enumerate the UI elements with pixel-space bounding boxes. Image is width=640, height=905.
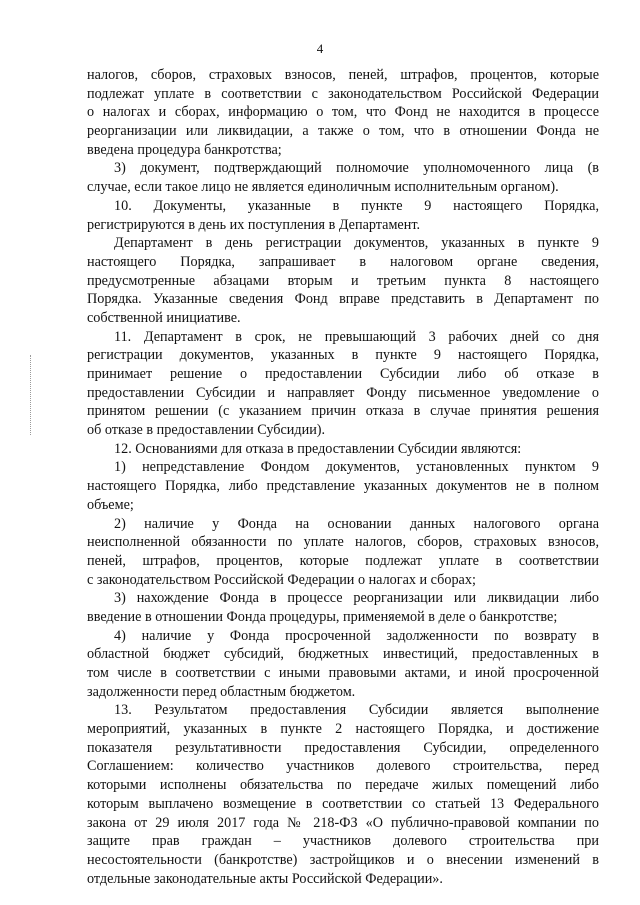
text-line: собственной инициативе. bbox=[87, 309, 241, 326]
text-line: закона от 29 июля 2017 года № 218-ФЗ «О публично-правовой компании по bbox=[87, 814, 599, 831]
text-line: пеней, штрафов, процентов, которые подлежат уплате в соответствии bbox=[87, 552, 599, 569]
document-body bbox=[87, 66, 599, 888]
text-line: неисполненной обязанности по уплате налогов, сборов, страховых взносов, bbox=[87, 534, 599, 551]
text-line: регистрируются в день их поступления в Департамент. bbox=[87, 216, 420, 233]
text-line: Департамент в день регистрации документов, указанных в пункте 9 bbox=[114, 235, 599, 252]
text-line: налогов, сборов, страховых взносов, пеней, штрафов, процентов, которые bbox=[87, 67, 599, 83]
text-line: 13. Результатом предоставления Субсидии является выполнение bbox=[114, 702, 599, 719]
text-line: задолженности перед областным бюджетом. bbox=[87, 683, 356, 700]
text-line: настоящего Порядка, либо представление указанных документов не в полном bbox=[87, 478, 599, 495]
text-line: предоставлении Субсидии и направляет Фонду письменное уведомление о bbox=[87, 384, 599, 401]
text-line: 2) наличие у Фонда на основании данных налогового органа bbox=[114, 515, 599, 532]
text-line: 11. Департамент в срок, не превышающий 3 рабочих дней со дня bbox=[114, 328, 599, 345]
text-line: защите прав граждан – участников долевого строительства при bbox=[87, 833, 599, 850]
text-line: об отказе в предоставлении Субсидии). bbox=[87, 422, 326, 439]
text-line: с законодательством Российской Федерации о налогах и сборах; bbox=[87, 571, 476, 588]
text-line: о налогах и сборах, информацию о том, что Фонд не находится в процессе bbox=[87, 104, 599, 121]
text-line: мероприятий, указанных в пункте 2 настоящего Порядка, и достижение bbox=[87, 721, 599, 738]
text-line: которым выплачено возмещение в соответствии со статьей 13 Федерального bbox=[87, 795, 599, 812]
text-line: которыми исполнены обязательства по передаче жилых помещений либо bbox=[87, 777, 599, 794]
margin-scan-mark bbox=[30, 355, 32, 435]
text-line: принимает решение о предоставлении Субсидии либо об отказе в bbox=[87, 366, 599, 382]
text-line: регистрации документов, указанных в пункте 9 настоящего Порядка, bbox=[87, 347, 599, 364]
text-line: показателя результативности предоставления Субсидии, определенного bbox=[87, 739, 599, 756]
text-line: 1) непредставление Фондом документов, установленных пунктом 9 bbox=[114, 459, 599, 476]
text-line: введение в отношении Фонда процедуры, применяемой в деле о банкротстве; bbox=[87, 608, 558, 625]
text-line: предусмотренные абзацами вторым и третьим пункта 8 настоящего bbox=[87, 272, 599, 289]
text-line: реорганизации или ликвидации, а также о том, что в отношении Фонда не bbox=[87, 123, 599, 140]
text-line: Соглашением: количество участников долевого строительства, перед bbox=[87, 758, 599, 775]
text-line: отдельные законодательные акты Российской Федерации». bbox=[87, 870, 443, 887]
text-line: настоящего Порядка, запрашивает в налоговом органе сведения, bbox=[87, 253, 599, 270]
text-line: подлежат уплате в соответствии с законодательством Российской Федерации bbox=[87, 85, 599, 102]
text-line: случае, если такое лицо не является единоличным исполнительным органом). bbox=[87, 179, 559, 196]
text-line: 4) наличие у Фонда просроченной задолженности по возврату в bbox=[114, 627, 599, 644]
text-line: введена процедура банкротства; bbox=[87, 141, 282, 158]
text-line: 3) нахождение Фонда в процессе реорганизации или ликвидации либо bbox=[114, 590, 599, 607]
text-line: 12. Основаниями для отказа в предоставлении Субсидии являются: bbox=[114, 440, 522, 457]
text-line: 3) документ, подтверждающий полномочие уполномоченного лица (в bbox=[114, 160, 599, 177]
text-line: том числе в соответствии с иными правовыми актами, и иной просроченной bbox=[87, 665, 599, 681]
text-line: объеме; bbox=[87, 496, 134, 513]
text-line: несостоятельности (банкротстве) застройщиков и о внесении изменений в bbox=[87, 851, 599, 868]
page-number: 4 bbox=[316, 41, 324, 56]
text-line: областной бюджет субсидий, бюджетных инвестиций, предоставленных в bbox=[87, 646, 599, 663]
text-line: 10. Документы, указанные в пункте 9 настоящего Порядка, bbox=[114, 197, 599, 214]
text-line: принятом решении (с указанием причин отказа в случае принятия решения bbox=[87, 403, 599, 420]
text-line: Порядка. Указанные сведения Фонд вправе представить в Департамент по bbox=[87, 291, 599, 308]
